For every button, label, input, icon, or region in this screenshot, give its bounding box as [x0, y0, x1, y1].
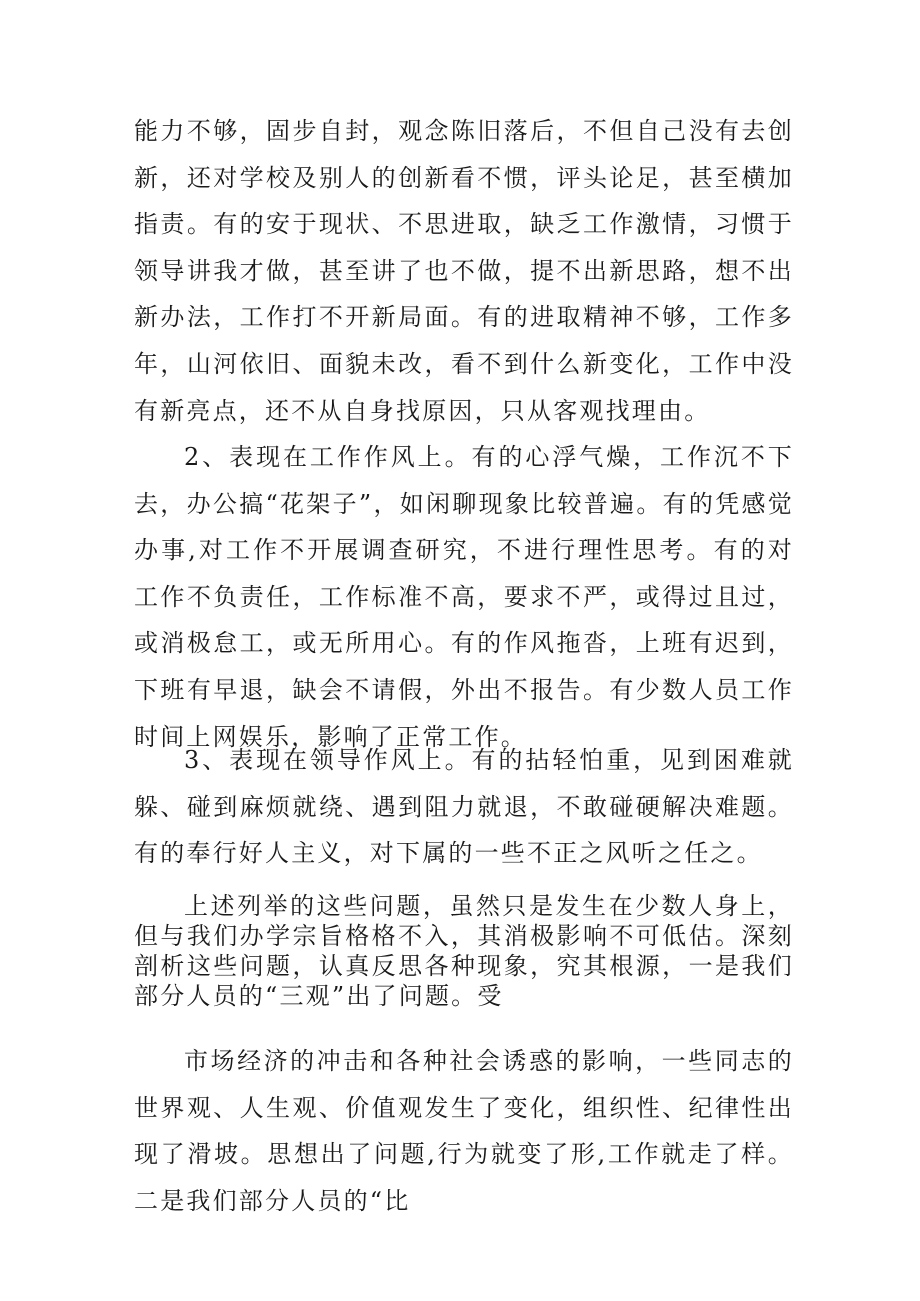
paragraph-work-style: 2、表现在工作作风上。有的心浮气燥，工作沉不下去，办公搞“花架子”，如闲聊现象比较普遍。有的凭感觉办事,对工作不开展调查研究，不进行理性思考。有的对工作不负责任，工作标准不高，要求不严，或得过且过，或消极怠工，或无所用心。有的作风拖沓，上班有迟到，下班有早退，缺会不请假，外出不报告。有少数人员工作时间上网娱乐，影响了正常工作。 — [134, 443, 794, 751]
paragraph-leadership-style: 3、表现在领导作风上。有的拈轻怕重，见到困难就躲、碰到麻烦就绕、遇到阻力就退，不敢碰硬解决难题。有的奉行好人主义，对下属的一些不正之风听之任之。 — [134, 746, 794, 868]
paragraph-problem-analysis: 上述列举的这些问题，虽然只是发生在少数人身上，但与我们办学宗旨格格不入，其消极影响不可低估。深刻剖析这些问题，认真反思各种现象，究其根源，一是我们部分人员的“三观”出了问题。受 — [134, 892, 794, 1010]
paragraph-innovation: 能力不够，固步自封，观念陈旧落后，不但自己没有去创新，还对学校及别人的创新看不惯，评头论足，甚至横加指责。有的安于现状、不思进取，缺乏工作激情，习惯于领导讲我才做，甚至讲了也不做，提不出新思路，想不出新办法，工作打不开新局面。有的进取精神不够，工作多年，山河依旧、面貌未改，看不到什么新变化，工作中没有新亮点，还不从自身找原因，只从客观找理由。 — [134, 117, 794, 425]
paragraph-root-causes: 市场经济的冲击和各种社会诱惑的影响，一些同志的世界观、人生观、价值观发生了变化，组织性、纪律性出现了滑坡。思想出了问题,行为就变了形,工作就走了样。二是我们部分人员的“比 — [134, 1047, 794, 1215]
